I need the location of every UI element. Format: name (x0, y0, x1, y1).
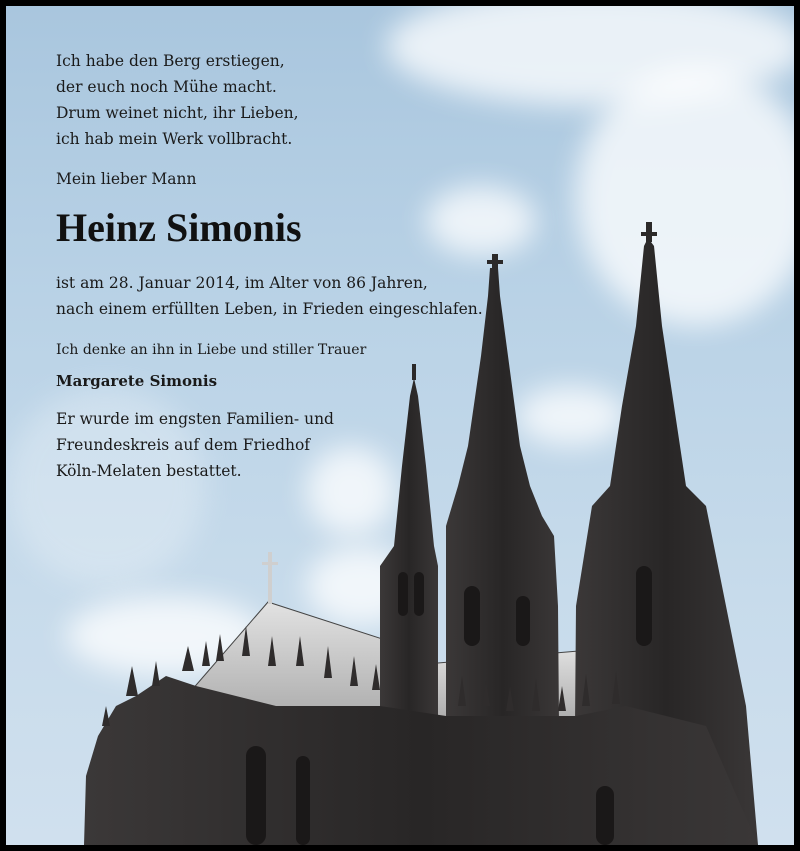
death-notice-line: ist am 28. Januar 2014, im Alter von 86 Jahren, (56, 274, 428, 292)
mourner-name: Margarete Simonis (56, 372, 218, 390)
obituary-text (56, 48, 516, 484)
burial-notice-line: Er wurde im engsten Familien- und (56, 410, 334, 428)
salutation: Mein lieber Mann (56, 170, 197, 188)
burial-notice-line: Freundeskreis auf dem Friedhof (56, 436, 311, 454)
poem (56, 48, 516, 152)
poem-line: Drum weinet nicht, ihr Lieben, (56, 104, 299, 122)
poem-line: ich hab mein Werk vollbracht. (56, 130, 293, 148)
poem-line: Ich habe den Berg erstiegen, (56, 52, 285, 70)
poem-line: der euch noch Mühe macht. (56, 78, 277, 96)
cross-ornament (262, 552, 278, 604)
burial-notice-line: Köln-Melaten bestattet. (56, 462, 242, 480)
deceased-name: Heinz Simonis (56, 205, 302, 250)
mourning-line: Ich denke an ihn in Liebe und stiller Trauer (56, 342, 367, 358)
death-notice-line: nach einem erfüllten Leben, in Frieden eingeschlafen. (56, 300, 483, 318)
death-notice (56, 270, 516, 322)
burial-notice (56, 406, 516, 484)
